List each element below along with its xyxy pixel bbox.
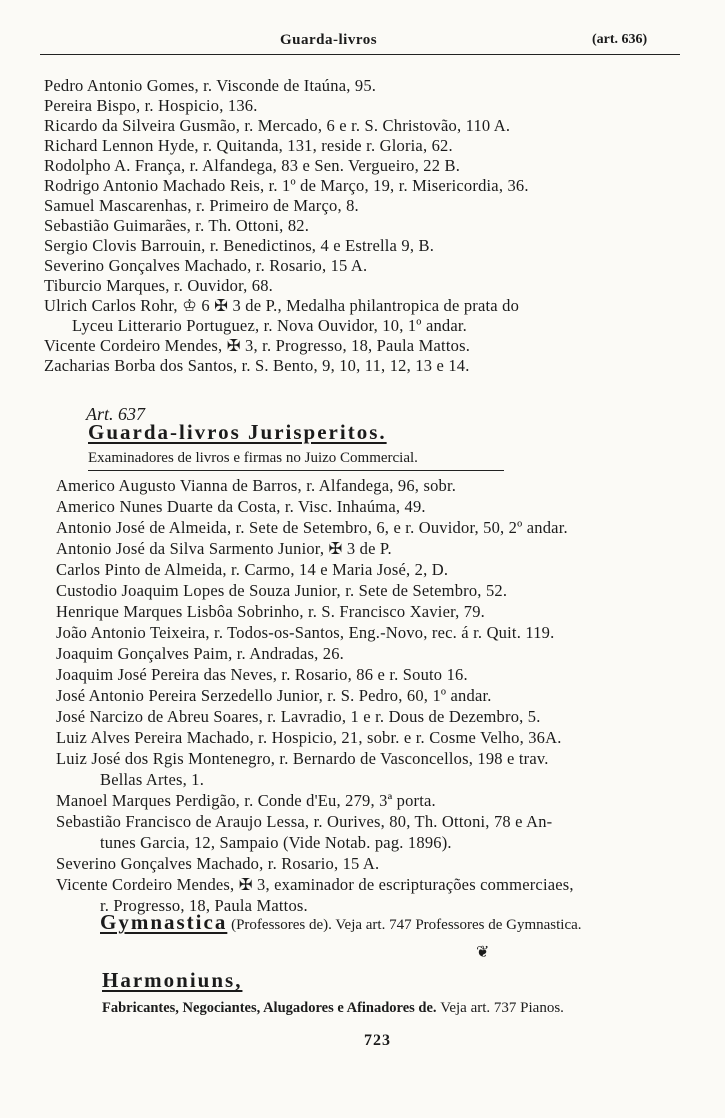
section-note-rule	[88, 470, 504, 471]
running-head-article-ref: (art. 636)	[592, 32, 648, 47]
list-item: Vicente Cordeiro Mendes, ✠ 3, examinador de escripturações commerciaes,	[56, 875, 574, 894]
list-item: Sergio Clovis Barrouin, r. Benedictinos, 4 e Estrella 9, B.	[44, 236, 435, 255]
header-rule	[40, 54, 680, 55]
list-item: Carlos Pinto de Almeida, r. Carmo, 14 e Maria José, 2, D.	[56, 560, 449, 579]
list-item: Custodio Joaquim Lopes de Souza Junior, r. Sete de Setembro, 52.	[56, 581, 508, 600]
list-item: Luiz José dos Rgis Montenegro, r. Bernardo de Vasconcellos, 198 e trav.	[56, 749, 549, 768]
ornament-icon: ❦	[476, 944, 490, 961]
section-title: Guarda-livros Jurisperitos.	[88, 420, 387, 444]
list-item-continuation: Lyceu Litterario Portuguez, r. Nova Ouvidor, 10, 1º andar.	[72, 316, 467, 335]
list-item: Samuel Mascarenhas, r. Primeiro de Março, 8.	[44, 196, 359, 215]
harmoniuns-categories: Fabricantes, Negociantes, Alugadores e Afinadores de.	[102, 1000, 437, 1016]
list-item: Antonio José de Almeida, r. Sete de Setembro, 6, e r. Ouvidor, 50, 2º andar.	[56, 518, 568, 537]
list-item: Luiz Alves Pereira Machado, r. Hospicio, 21, sobr. e r. Cosme Velho, 36A.	[56, 728, 562, 747]
list-item: Sebastião Francisco de Araujo Lessa, r. Ourives, 80, Th. Ottoni, 78 e An-	[56, 812, 553, 831]
list-item: Tiburcio Marques, r. Ouvidor, 68.	[44, 276, 273, 295]
list-item: Manoel Marques Perdigão, r. Conde d'Eu, 279, 3ª porta.	[56, 791, 436, 810]
section-note	[88, 450, 418, 467]
harmoniuns-title: Harmoniuns,	[102, 968, 243, 992]
gymnastica-text: (Professores de). Veja art. 747 Professores de Gymnastica.	[231, 917, 582, 933]
section-note-text: Examinadores de livros e firmas no Juizo Commercial.	[88, 450, 418, 466]
list-item: Henrique Marques Lisbôa Sobrinho, r. S. Francisco Xavier, 79.	[56, 602, 486, 621]
list-item: Rodrigo Antonio Machado Reis, r. 1º de Março, 19, r. Misericordia, 36.	[44, 176, 529, 195]
running-head-title: Guarda-livros	[280, 32, 378, 48]
list-item: João Antonio Teixeira, r. Todos-os-Santos, Eng.-Novo, rec. á r. Quit. 119.	[56, 623, 555, 642]
list-item-continuation: Bellas Artes, 1.	[100, 770, 205, 789]
gymnastica-reference	[100, 910, 582, 935]
article-number: Art. 637	[86, 404, 146, 424]
list-item: Pedro Antonio Gomes, r. Visconde de Itaúna, 95.	[44, 76, 377, 95]
harmoniuns-reference	[102, 1000, 564, 1017]
list-item: Americo Augusto Vianna de Barros, r. Alfandega, 96, sobr.	[56, 476, 457, 495]
list-item-continuation: tunes Garcia, 12, Sampaio (Vide Notab. pag. 1896).	[100, 833, 452, 852]
list-item: Richard Lennon Hyde, r. Quitanda, 131, reside r. Gloria, 62.	[44, 136, 453, 155]
running-head	[0, 30, 725, 54]
list-item-continuation: r. Progresso, 18, Paula Mattos.	[100, 896, 308, 915]
list-item: Pereira Bispo, r. Hospicio, 136.	[44, 96, 258, 115]
gymnastica-title: Gymnastica	[100, 910, 228, 934]
list-item: Zacharias Borba dos Santos, r. S. Bento, 9, 10, 11, 12, 13 e 14.	[44, 356, 470, 375]
list-item: José Antonio Pereira Serzedello Junior, r. S. Pedro, 60, 1º andar.	[56, 686, 492, 705]
list-item: Sebastião Guimarães, r. Th. Ottoni, 82.	[44, 216, 310, 235]
list-item: Severino Gonçalves Machado, r. Rosario, 15 A.	[44, 256, 368, 275]
list-item: Americo Nunes Duarte da Costa, r. Visc. Inhaúma, 49.	[56, 497, 426, 516]
list-item: Ricardo da Silveira Gusmão, r. Mercado, 6 e r. S. Christovão, 110 A.	[44, 116, 511, 135]
list-item: Joaquim José Pereira das Neves, r. Rosario, 86 e r. Souto 16.	[56, 665, 468, 684]
list-item: Vicente Cordeiro Mendes, ✠ 3, r. Progresso, 18, Paula Mattos.	[44, 336, 471, 355]
harmoniuns-see-also: Veja art. 737 Pianos.	[440, 1000, 564, 1016]
page-number: 723	[364, 1032, 391, 1049]
list-item: Rodolpho A. França, r. Alfandega, 83 e Sen. Vergueiro, 22 B.	[44, 156, 461, 175]
list-item: José Narcizo de Abreu Soares, r. Lavradio, 1 e r. Dous de Dezembro, 5.	[56, 707, 541, 726]
list-item: Antonio José da Silva Sarmento Junior, ✠ 3 de P.	[56, 539, 392, 558]
list-item: Joaquim Gonçalves Paim, r. Andradas, 26.	[56, 644, 345, 663]
list-item: Ulrich Carlos Rohr, ♔ 6 ✠ 3 de P., Medalha philantropica de prata do	[44, 296, 520, 315]
list-item: Severino Gonçalves Machado, r. Rosario, 15 A.	[56, 854, 380, 873]
